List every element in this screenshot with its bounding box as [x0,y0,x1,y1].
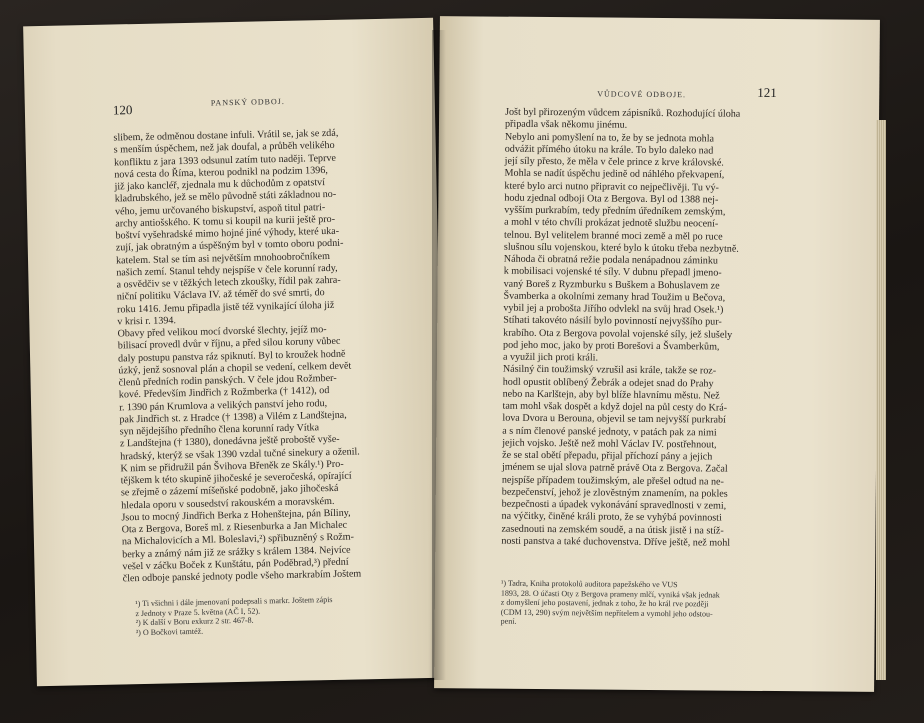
text-line: bezpečnosti a úpadek vykonávání spravedlnosti v zemi, [501,498,727,512]
footnote-line: z domyšlení jeho postavení, jednak z toho, že ho král rve později [500,597,709,609]
text-line: vyšším purkrabím, tedy předním úředníkem zemským, [504,204,726,218]
text-line: Mohla se nadít úspěchu jedině od náhlého překvapení, [504,167,725,181]
text-line: hodl opustit oblíbený Žebrák a odejet snad do Prahy [502,376,714,389]
text-line: našich zemí. Stanul tehdy nejspíše v čele korunní rady, [116,262,338,279]
text-line: kové. Především Jindřich z Rožmberka († 1412), od [118,385,330,401]
text-line: Stíhati takovéto násilí bylo povinností nejvyššího pur- [503,314,722,328]
text-line: K nim se přidružil pán Švihova Břeněk ze Skály.¹) Pro- [120,458,344,475]
text-line: krabího. Ota z Bergova povolal vojenské síly, jež slušely [503,327,733,341]
text-line: již jako kancléř, zjednala mu k důchodům z opatství [114,177,326,193]
text-line: zasednouti na zemském soudě, a na útisk jistě i na stíž- [501,523,724,537]
text-line: vybil jej a probošta Jiřího odvlekl na svůj hrad Osek.¹) [503,302,724,316]
book-gutter [432,30,446,680]
text-line: a mohl v této chvíli prokázat jednotě službu neocení- [504,216,719,230]
text-line: telnou. Byl velitelem branné moci země a měl po ruce [503,229,723,243]
footnote-line: 1893, 28. O účasti Oty z Bergova prameny mlčí, vyniká však jednak [500,588,720,600]
footnote-line: ³) O Bočkovi tamtéž. [135,626,204,637]
text-line: že se stal obětí přepadu, přijal příchozí pány a jejich [502,449,713,463]
text-line: slibem, že odměnou dostane infuli. Vrátil se, jak se zdá, [113,127,339,144]
footnote-line: ²) K další v Boru exkurz 2 str. 467-8. [135,615,254,628]
text-line: bezpečenství, jehož je zlověstným znamením, na pokles [501,486,728,500]
text-line: berky a známý nám již ze srážky s králem 1384. Nejvíce [122,544,351,560]
text-line: na výčitky, činěné králi proto, že se vyhýbá povinnosti [501,510,722,524]
text-line: daly postupu panstva ráz spiknutí. Byl to kroužek hodně [117,348,346,364]
text-line: bilisací provedl dvůr v říjnu, a před silou koruny vůbec [117,336,341,352]
running-head: PANSKÝ ODBOJ. [210,96,285,108]
text-line: s menším úspěchem, než jak doufal, a průběh velikého [113,140,335,156]
text-line: k mobilisaci vojenské té síly. V dubnu přepadl jmeno- [503,265,722,279]
text-line: které bylo arci nutno připravit co nejpečlivěji. Tu vý- [504,180,719,194]
text-line: a osvědčiv se v těžkých letech zkoušky, řídil pak zahra- [116,274,341,291]
text-line: vaný Boreš z Ryzmburku s Buškem a Bohuslavem ze [503,278,720,292]
text-line: Jošt byl přirozeným vůdcem zápisníků. Rozhodující úloha [505,106,741,120]
footnote-line: ¹) Tadra, Kniha protokolů auditora papežského ve VUS [500,578,678,590]
text-line: boštví vyšehradské mimo hojné jiné výhody, které uka- [115,225,340,242]
text-line: katelem. Stal se tím asi největším mnohoobročníkem [115,250,331,266]
text-line: kladrubského, jež se mělo původně státi základnou no- [114,189,337,205]
text-line: Švamberka a okolními zemany hrad Toužim u Bečova, [503,290,726,304]
text-line: Nebylo ani pomyšlení na to, že by se jednota mohla [504,131,715,144]
text-line: niční politiku Václava IV. až téměř do své smrti, do [116,287,325,303]
text-line: archy antiošského. K tomu si koupil na kurii ještě pro- [115,213,336,230]
running-head: VŮDCOVÉ ODBOJE. [597,89,687,100]
text-line: vešel v záčku Boček z Kunštátu, pán Poděbrad,³) přední [122,556,349,573]
footnote-line: (CDM 13, 290) svým největším nepřítelem a vymohl jeho odstou- [500,607,713,619]
text-line: a s ním členové panské jednoty, v patách pak za nimi [502,425,717,439]
text-line: r. 1390 pán Krumlova a velikých panství jeho rodu, [119,397,328,413]
text-line: hledala oporu v sousedství rakouském a moravském. [121,495,335,511]
text-line: hodu zjednal odboji Ota z Bergova. Byl od 1388 nej- [504,192,719,206]
text-line: pod jeho moc, jako by proti Borešovi a Švamberkům, [503,339,720,353]
text-line: slušnou sílu vojenskou, které bylo k útoku třeba nezbytně. [503,241,739,255]
text-line: lova Dvora u Berouna, objevil se tam nejvyšší purkrabí [502,412,726,426]
page-edges [876,120,886,680]
text-line: Jsou to mocný Jindřich Berka z Hohenštejna, pán Bíliny, [121,507,351,524]
left-footnotes [135,595,333,637]
text-line: odvážit přímého útoku na krále. To bylo daleko nad [504,143,714,157]
text-line: zují, jak obratným a úspěšným byl v tomto oboru podni- [115,237,344,254]
text-line: nosti panstva a také duchovenstva. Dříve ještě, než mohl [501,535,731,549]
text-line: a využil jich proti králi. [502,351,599,364]
text-line: roku 1416. Jemu připadla jistě též vynikající úloha již [116,299,335,315]
text-line: pak Jindřich st. z Hradce († 1398) a Vilém z Landštejna, [119,409,347,426]
page-number: 120 [112,102,133,118]
text-line: nová cesta do Říma, kterou podnikl na podzim 1396, [114,164,328,181]
text-line: Náhoda či obratná režie podala nenápadnou záminku [503,253,718,267]
text-line: na Michalovicích a Ml. Boleslavi,²) spřibuzněný s Rožm- [121,531,355,548]
text-line: se zřejmě o zázemí míšeňské podobně, jako jihočeská [120,483,339,499]
text-line: z Landštejna († 1380), donedávna ještě proboště vyše- [119,434,340,450]
text-line: vého, jemu určovaného biskupství, aspoň titul patri- [114,201,326,217]
text-line: člen odboje panské jednoty podle všeho markrabím Joštem [122,568,362,585]
right-footnotes [501,579,720,629]
page-number: 121 [757,84,777,101]
text-line: Obavy před velikou mocí dvorské šlechty, jejíž mo- [117,324,327,340]
right-body-text [501,107,740,550]
text-line: tam mohl však dospět a když dojel na půl cesty do Krá- [502,400,728,414]
text-line: jménem se ujal slova patrně právě Ota z Bergova. Začal [501,461,728,475]
text-line: jejich vojsko. Ještě než mohl Václav IV. postřehnout, [502,437,717,451]
text-line: nebo na Karlštejn, aby byl blíže hlavnímu městu. Než [502,388,720,402]
text-line: její síly přesto, že měla v čele prince z krve královské. [504,155,724,169]
text-line: nejspíše případem toužimským, ale přešel odtud na ne- [501,474,724,488]
left-body-text [113,127,362,585]
left-page [23,18,447,686]
right-page [434,16,880,692]
text-line: členů předních rodin panských. V čele jdou Rožmber- [118,372,337,389]
text-line: v krisi r. 1394. [117,314,177,328]
footnote-line: pení. [500,617,517,627]
text-line: tějškem k této skupině jihočeské je severočeská, opírající [120,470,352,487]
text-line: připadla však někomu jinému. [504,118,628,131]
footnote-line: ¹) Ti všichni i dále jmenovaní podepsali s markr. Joštem zápis [135,595,333,609]
text-line: Ota z Bergova, Boreš ml. z Riesenburka a Jan Michalec [121,519,348,536]
text-line: Násilný čin toužimský vzrušil asi krále, takže se roz- [502,363,717,377]
text-line: konfliktu z jara 1393 odsunul zatím tuto naději. Teprve [113,152,337,168]
text-line: úzký, jenž sosnoval plán a chopil se vedení, celkem devět [118,360,352,377]
footnote-line: z Jednoty v Praze 5. května (AČ I, 52). [135,606,261,618]
text-line: syn nějdejšího předního člena korunní rady Vítka [119,422,320,438]
text-line: hradský, kterýž se však 1390 vzdal tučné sinekury a oženil. [120,445,360,462]
